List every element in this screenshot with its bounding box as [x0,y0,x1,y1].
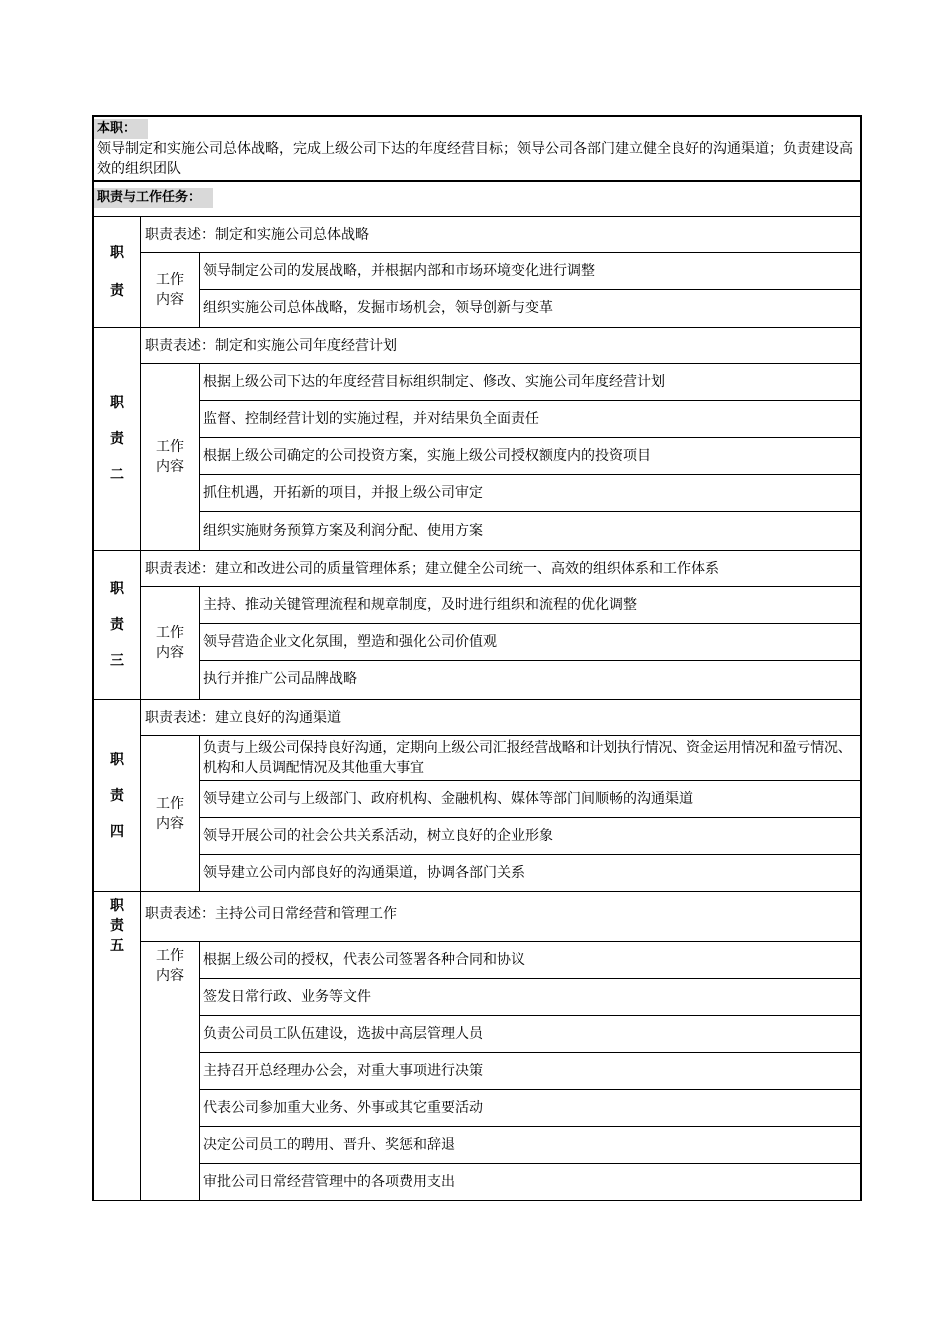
duty-label-char: 责 [110,787,124,804]
duty-item: 抓住机遇，开拓新的项目，并报上级公司审定 [200,475,860,512]
duty-description-1: 职责表述：制定和实施公司总体战略 [141,217,860,253]
duty-block-1 [94,217,860,328]
duty-item: 领导制定公司的发展战略，并根据内部和市场环境变化进行调整 [200,253,860,290]
duty-label-char: 责 [110,617,124,633]
duty-label-char: 职 [110,898,124,914]
duty-item: 主持、推动关键管理流程和规章制度，及时进行组织和流程的优化调整 [200,587,860,624]
job-description-table [92,115,862,1201]
duty-label-char: 职 [110,245,124,261]
duty-label-char: 职 [110,581,124,597]
duties-header-row [94,182,860,217]
duties-header: 职责与工作任务： [94,188,213,208]
duty-item: 领导营造企业文化氛围，塑造和强化公司价值观 [200,624,860,661]
work-content-label: 工作 内容 [141,253,200,327]
duty-label-5 [94,892,141,1200]
duty-block-4 [94,700,860,892]
duty-item: 领导建立公司与上级部门、政府机构、金融机构、媒体等部门间顺畅的沟通渠道 [200,781,860,818]
duty-description-5: 职责表述：主持公司日常经营和管理工作 [141,892,860,942]
core-duty-label: 本职： [94,119,148,139]
duty-label-char: 责 [110,283,124,299]
duty-label-char: 三 [110,653,124,669]
duty-description-2: 职责表述：制定和实施公司年度经营计划 [141,328,860,364]
duty-item: 代表公司参加重大业务、外事或其它重要活动 [200,1090,860,1127]
duty-item: 执行并推广公司品牌战略 [203,671,357,687]
duty-description-3: 职责表述：建立和改进公司的质量管理体系；建立健全公司统一、高效的组织体系和工作体系 [141,551,860,587]
duty-label-char: 职 [110,751,124,768]
core-duty-section [94,117,860,182]
core-duty-text: 领导制定和实施公司总体战略，完成上级公司下达的年度经营目标；领导公司各部门建立健全良好的沟通渠道；负责建设高效的组织团队 [97,141,853,177]
duty-description-4: 职责表述：建立良好的沟通渠道 [141,700,860,736]
duty-label-1 [94,217,141,327]
work-content-label: 工作 内容 [141,942,200,1200]
duty-item: 领导建立公司内部良好的沟通渠道，协调各部门关系 [203,865,525,881]
work-content-label: 工作 内容 [141,736,200,891]
duty-item: 领导开展公司的社会公共关系活动，树立良好的企业形象 [200,818,860,855]
duty-item: 签发日常行政、业务等文件 [200,979,860,1016]
duty-label-char: 五 [110,938,124,954]
duty-block-5 [94,892,860,1201]
work-content-label: 工作 内容 [141,364,200,550]
duty-item: 负责公司员工队伍建设，选拔中高层管理人员 [200,1016,860,1053]
duty-item: 决定公司员工的聘用、晋升、奖惩和辞退 [200,1127,860,1164]
duty-block-2 [94,328,860,551]
duty-item: 监督、控制经营计划的实施过程，并对结果负全面责任 [200,401,860,438]
duty-label-char: 四 [110,823,124,840]
duty-item: 组织实施财务预算方案及利润分配、使用方案 [203,522,483,539]
duty-item: 审批公司日常经营管理中的各项费用支出 [203,1173,455,1190]
duty-label-2 [94,328,141,550]
duty-item: 根据上级公司的授权，代表公司签署各种合同和协议 [200,942,860,979]
duty-item: 负责与上级公司保持良好沟通，定期向上级公司汇报经营战略和计划执行情况、资金运用情况和盈亏情况、机构和人员调配情况及其他重大事宜 [200,736,860,781]
duty-label-3 [94,551,141,699]
duty-label-char: 责 [110,431,124,447]
duty-label-4 [94,700,141,891]
duty-item: 主持召开总经理办公会，对重大事项进行决策 [200,1053,860,1090]
duty-label-char: 二 [110,467,124,483]
duty-item: 组织实施公司总体战略，发掘市场机会，领导创新与变革 [203,300,553,316]
duty-item: 根据上级公司确定的公司投资方案，实施上级公司授权额度内的投资项目 [200,438,860,475]
duty-item: 根据上级公司下达的年度经营目标组织制定、修改、实施公司年度经营计划 [200,364,860,401]
duty-label-char: 责 [110,918,124,934]
work-content-label: 工作 内容 [141,587,200,699]
duty-label-char: 职 [110,395,124,411]
duty-block-3 [94,551,860,700]
